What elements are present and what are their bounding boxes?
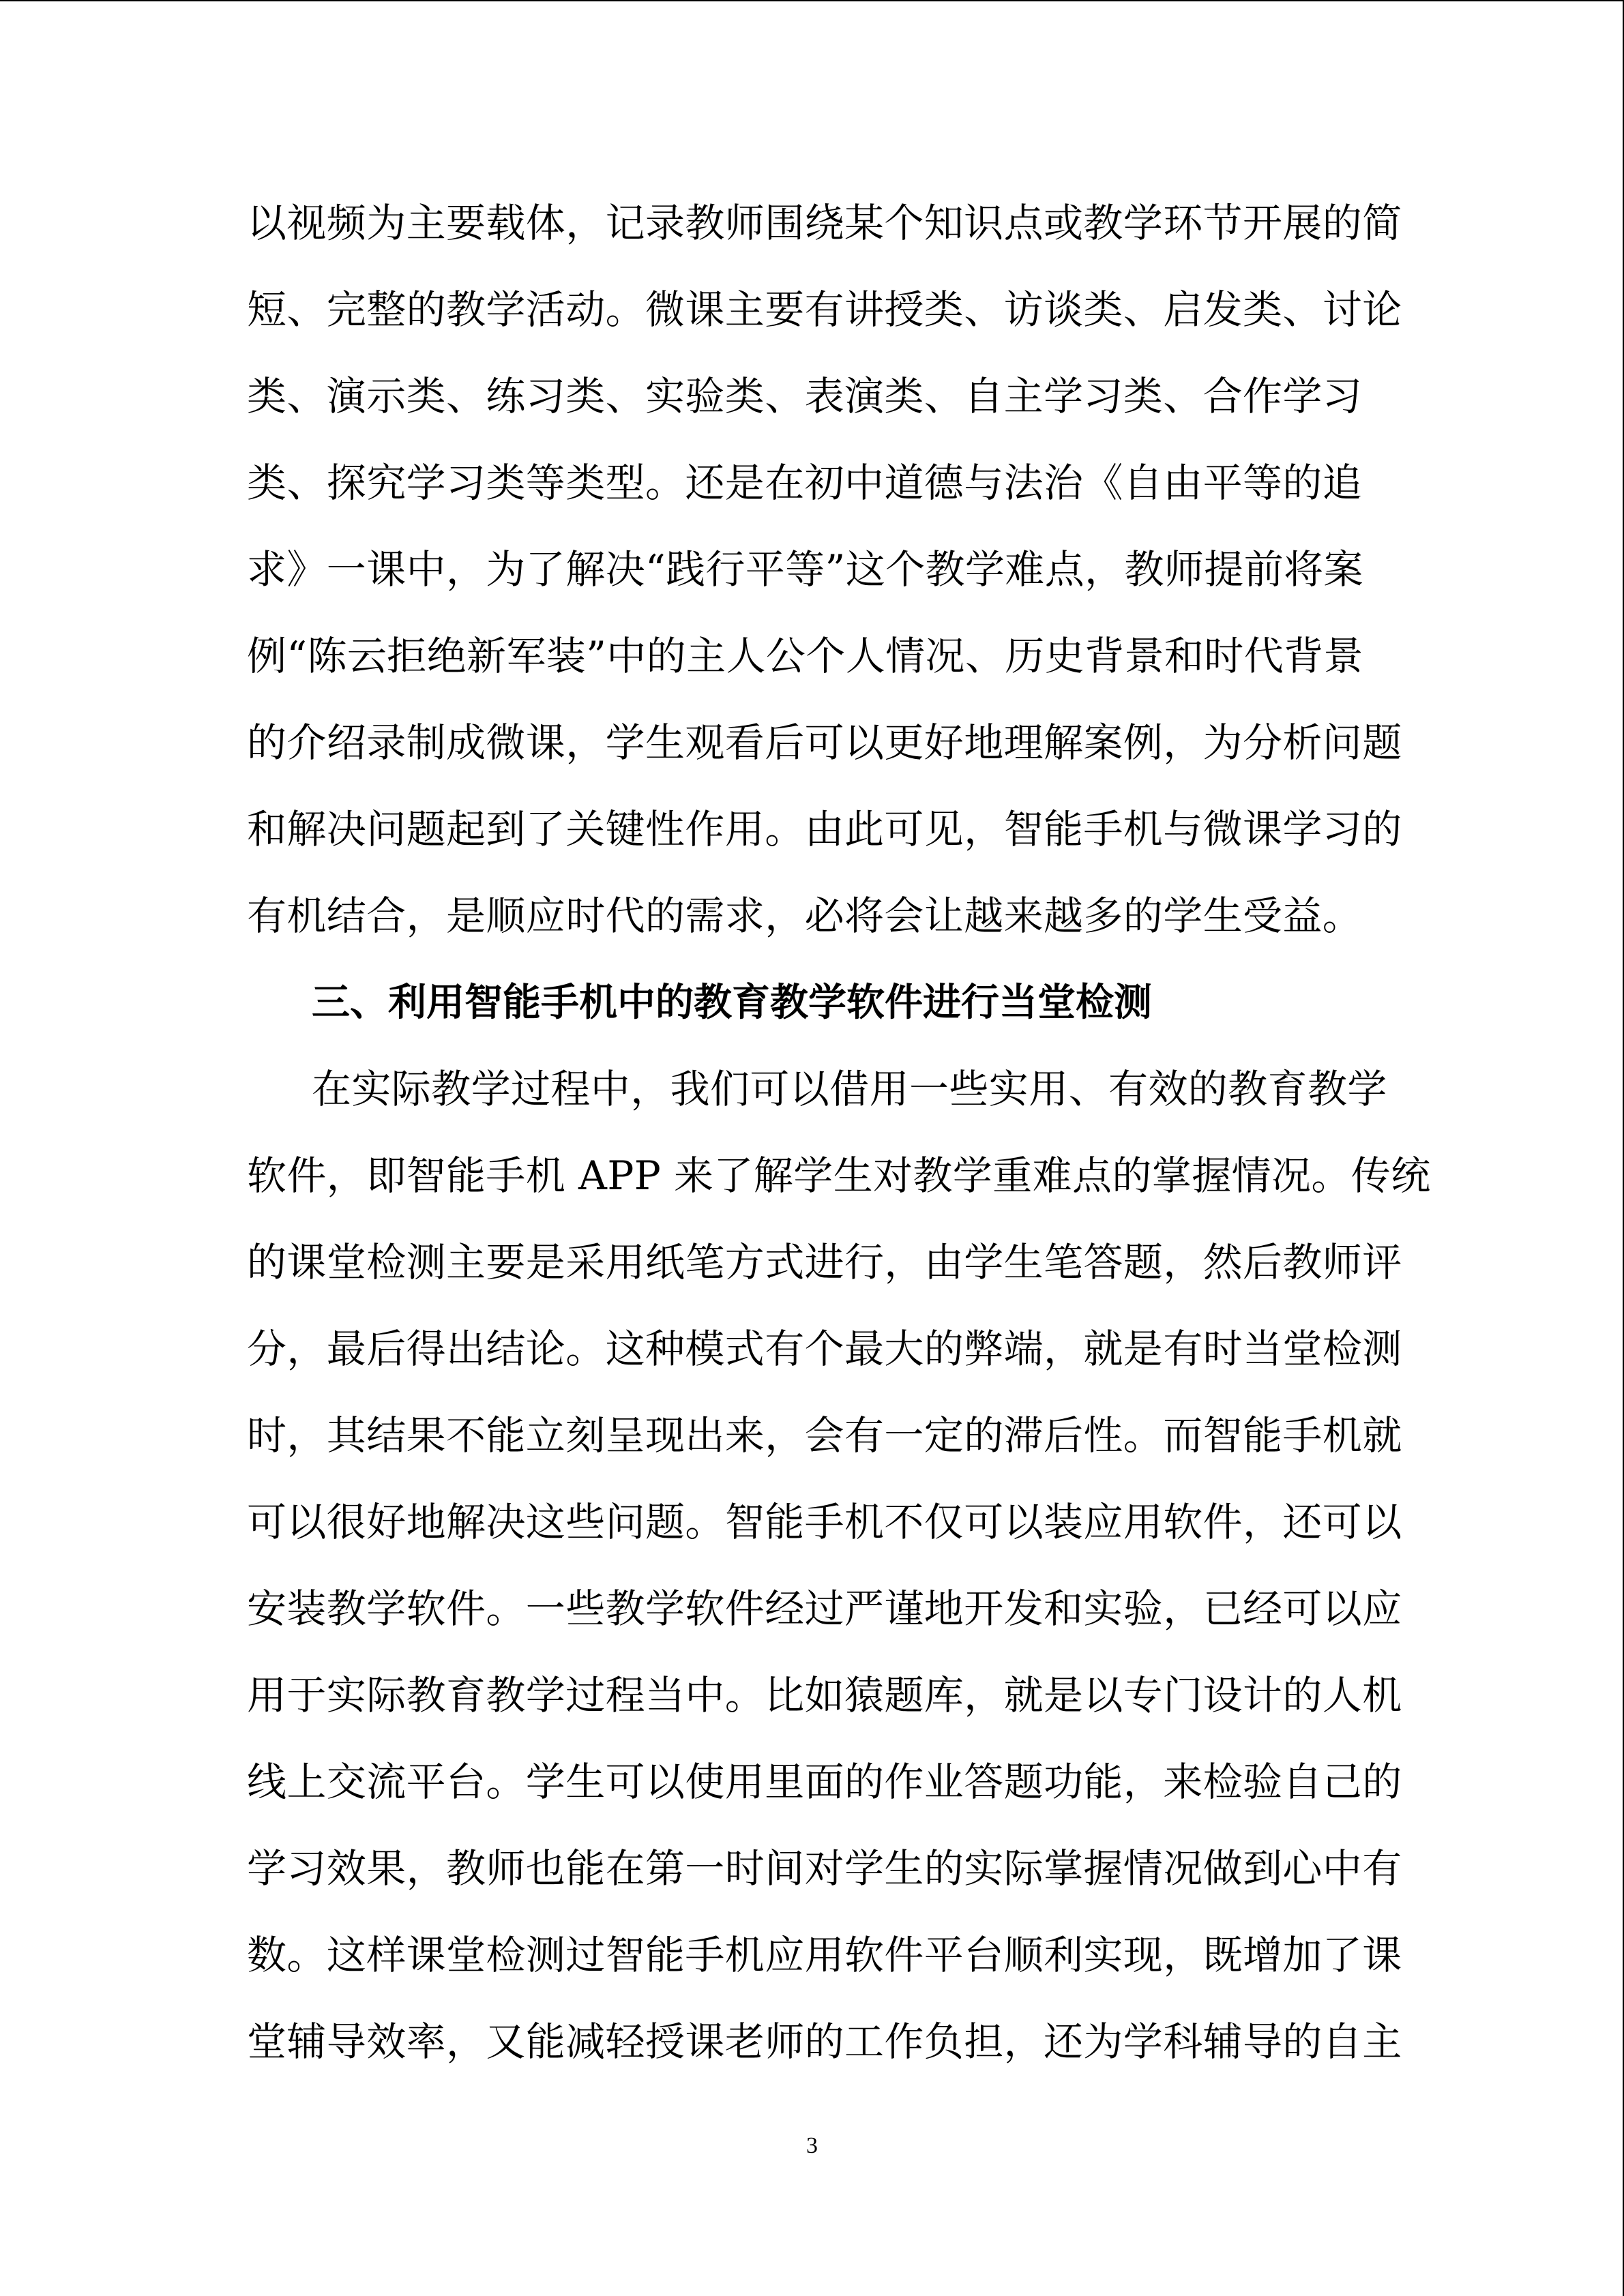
paragraph-line: 时，其结果不能立刻呈现出来，会有一定的滞后性。而智能手机就 [247,1412,1402,1459]
paragraph-line: 学习效果，教师也能在第一时间对学生的实际掌握情况做到心中有 [247,1845,1402,1892]
paragraph-2 [247,1046,1431,2085]
section-heading: 三、利用智能手机中的教育教学软件进行当堂检测 [312,981,1152,1025]
paragraph-line: 用于实际教育教学过程当中。比如猿题库，就是以专门设计的人机 [247,1672,1402,1718]
paragraph-line: 线上交流平台。学生可以使用里面的作业答题功能，来检验自己的 [247,1759,1402,1805]
paragraph-line: 可以很好地解决这些问题。智能手机不仅可以装应用软件，还可以 [247,1499,1402,1545]
paragraph-line: 类、探究学习类等类型。还是在初中道德与法治《自由平等的追 [247,460,1363,506]
paragraph-line: 在实际教学过程中，我们可以借用一些实用、有效的教育教学 [312,1066,1387,1112]
paragraph-line: 和解决问题起到了关键性作用。由此可见，智能手机与微课学习的 [247,806,1402,852]
paragraph-line: 数。这样课堂检测过智能手机应用软件平台顺利实现，既增加了课 [247,1932,1402,1978]
paragraph-line: 以视频为主要载体，记录教师围绕某个知识点或教学环节开展的简 [247,200,1402,246]
paragraph-1 [247,180,1402,959]
paragraph-line: 的介绍录制成微课，学生观看后可以更好地理解案例，为分析问题 [247,719,1402,766]
paragraph-line: 堂辅导效率，又能减轻授课老师的工作负担，还为学科辅导的自主 [247,2018,1402,2065]
paragraph-line: 软件，即智能手机 APP 来了解学生对教学重难点的掌握情况。传统 [247,1152,1431,1199]
document-page [247,180,1431,2085]
paragraph-line: 的课堂检测主要是采用纸笔方式进行，由学生笔答题，然后教师评 [247,1239,1402,1285]
paragraph-line: 类、演示类、练习类、实验类、表演类、自主学习类、合作学习 [247,373,1363,419]
paragraph-line: 求》一课中，为了解决“践行平等”这个教学难点，教师提前将案 [247,546,1363,593]
paragraph-line: 分，最后得出结论。这种模式有个最大的弊端，就是有时当堂检测 [247,1326,1402,1372]
paragraph-line: 安装教学软件。一些教学软件经过严谨地开发和实验，已经可以应 [247,1585,1402,1632]
paragraph-line: 有机结合，是顺应时代的需求，必将会让越来越多的学生受益。 [247,893,1363,939]
page-number: 3 [806,2133,818,2158]
paragraph-line: 短、完整的教学活动。微课主要有讲授类、访谈类、启发类、讨论 [247,286,1402,333]
paragraph-line: 例“陈云拒绝新军装”中的主人公个人情况、历史背景和时代背景 [247,633,1363,679]
